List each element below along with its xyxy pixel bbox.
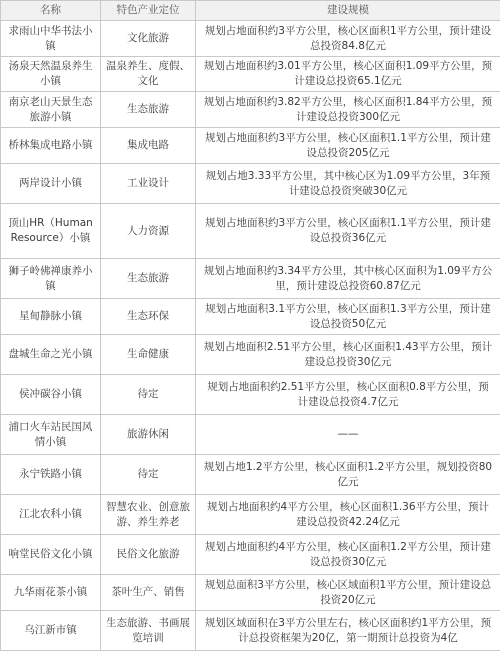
cell-scale: 规划区域面积在3平方公里左右，核心区面积约1平方公里，预计总投资框架为20亿，第一期预计总投资为4亿 bbox=[196, 611, 500, 651]
table-row bbox=[1, 204, 500, 259]
cell-position: 集成电路 bbox=[101, 128, 196, 164]
table-row bbox=[1, 259, 500, 299]
cell-name: 盘城生命之光小镇 bbox=[1, 335, 101, 375]
cell-name: 星甸静脉小镇 bbox=[1, 299, 101, 335]
cell-scale: 规划占地1.2平方公里，核心区面积1.2平方公里，规划投资80亿元 bbox=[196, 455, 500, 495]
header-scale: 建设规模 bbox=[196, 1, 500, 21]
cell-position: 温泉养生、度假、文化 bbox=[101, 57, 196, 92]
table-row bbox=[1, 495, 500, 535]
cell-position: 生态旅游 bbox=[101, 259, 196, 299]
cell-name: 两岸设计小镇 bbox=[1, 164, 101, 204]
table-row bbox=[1, 128, 500, 164]
cell-scale: 规划占地面积约4平方公里，核心区面积1.36平方公里，预计建设总投资42.24亿元 bbox=[196, 495, 500, 535]
cell-position: 待定 bbox=[101, 455, 196, 495]
cell-position: 生态旅游 bbox=[101, 92, 196, 128]
cell-name: 永宁铁路小镇 bbox=[1, 455, 101, 495]
table-row bbox=[1, 415, 500, 455]
cell-name: 侯冲碳谷小镇 bbox=[1, 375, 101, 415]
table-row bbox=[1, 299, 500, 335]
table-row bbox=[1, 455, 500, 495]
cell-scale: 规划占地面积约3.01平方公里，核心区面积1.09平方公里，预计建设总投资65.1亿元 bbox=[196, 57, 500, 92]
cell-position: 民俗文化旅游 bbox=[101, 535, 196, 575]
cell-name: 江北农科小镇 bbox=[1, 495, 101, 535]
cell-name: 汤泉天然温泉养生小镇 bbox=[1, 57, 101, 92]
cell-name: 顶山HR（Human Resource）小镇 bbox=[1, 204, 101, 259]
table-row bbox=[1, 575, 500, 611]
cell-position: 生命健康 bbox=[101, 335, 196, 375]
cell-position: 生态环保 bbox=[101, 299, 196, 335]
table-header-row bbox=[1, 1, 500, 21]
cell-position: 文化旅游 bbox=[101, 21, 196, 57]
cell-name: 狮子岭佛禅康养小镇 bbox=[1, 259, 101, 299]
cell-position: 智慧农业、创意旅游、养生养老 bbox=[101, 495, 196, 535]
cell-name: 桥林集成电路小镇 bbox=[1, 128, 101, 164]
cell-position: 茶叶生产、销售 bbox=[101, 575, 196, 611]
table-row bbox=[1, 375, 500, 415]
cell-scale: 规划占地面积约3.34平方公里，其中核心区面积为1.09平方公里，预计建设总投资60.87亿元 bbox=[196, 259, 500, 299]
cell-name: 浦口火车站民国风情小镇 bbox=[1, 415, 101, 455]
cell-position: 人力资源 bbox=[101, 204, 196, 259]
header-position: 特色产业定位 bbox=[101, 1, 196, 21]
cell-scale: 规划占地面积约3平方公里，核心区面积1.1平方公里，预计建设总投资205亿元 bbox=[196, 128, 500, 164]
table-row bbox=[1, 164, 500, 204]
table-row bbox=[1, 335, 500, 375]
table-row bbox=[1, 92, 500, 128]
cell-position: 旅游休闲 bbox=[101, 415, 196, 455]
cell-name: 九华雨花茶小镇 bbox=[1, 575, 101, 611]
cell-scale: 规划占地面积3.1平方公里，核心区面积1.3平方公里，预计建设总投资50亿元 bbox=[196, 299, 500, 335]
cell-position: 生态旅游、书画展览培训 bbox=[101, 611, 196, 651]
header-name: 名称 bbox=[1, 1, 101, 21]
cell-scale: 规划占地面积约3.82平方公里，核心区面积1.84平方公里，预计建设总投资300亿元 bbox=[196, 92, 500, 128]
cell-scale: 规划占地面积2.51平方公里，核心区面积1.43平方公里，预计建设总投资30亿元 bbox=[196, 335, 500, 375]
cell-name: 求雨山中华书法小镇 bbox=[1, 21, 101, 57]
cell-scale: 规划总面积3平方公里，核心区域面积1平方公里，预计建设总投资20亿元 bbox=[196, 575, 500, 611]
cell-scale: 规划占地面积约3平方公里，核心区面积1平方公里，预计建设总投资84.8亿元 bbox=[196, 21, 500, 57]
cell-position: 待定 bbox=[101, 375, 196, 415]
table-row bbox=[1, 57, 500, 92]
cell-scale: 规划占地面积约3平方公里，核心区面积1.1平方公里，预计建设总投资36亿元 bbox=[196, 204, 500, 259]
cell-position: 工业设计 bbox=[101, 164, 196, 204]
cell-scale: 规划占地面积约4平方公里，核心区面积1.2平方公里，预计建设总投资30亿元 bbox=[196, 535, 500, 575]
cell-name: 响堂民俗文化小镇 bbox=[1, 535, 101, 575]
table-row bbox=[1, 535, 500, 575]
cell-scale: 规划占地3.33平方公里，其中核心区为1.09平方公里，3年预计建设总投资突破30亿元 bbox=[196, 164, 500, 204]
table-row bbox=[1, 21, 500, 57]
cell-name: 乌江新市镇 bbox=[1, 611, 101, 651]
cell-scale: 规划占地面积约2.51平方公里，核心区面积0.8平方公里，预计建设总投资4.7亿元 bbox=[196, 375, 500, 415]
cell-name: 南京老山天景生态旅游小镇 bbox=[1, 92, 101, 128]
table-row bbox=[1, 611, 500, 651]
cell-scale: —— bbox=[196, 415, 500, 455]
